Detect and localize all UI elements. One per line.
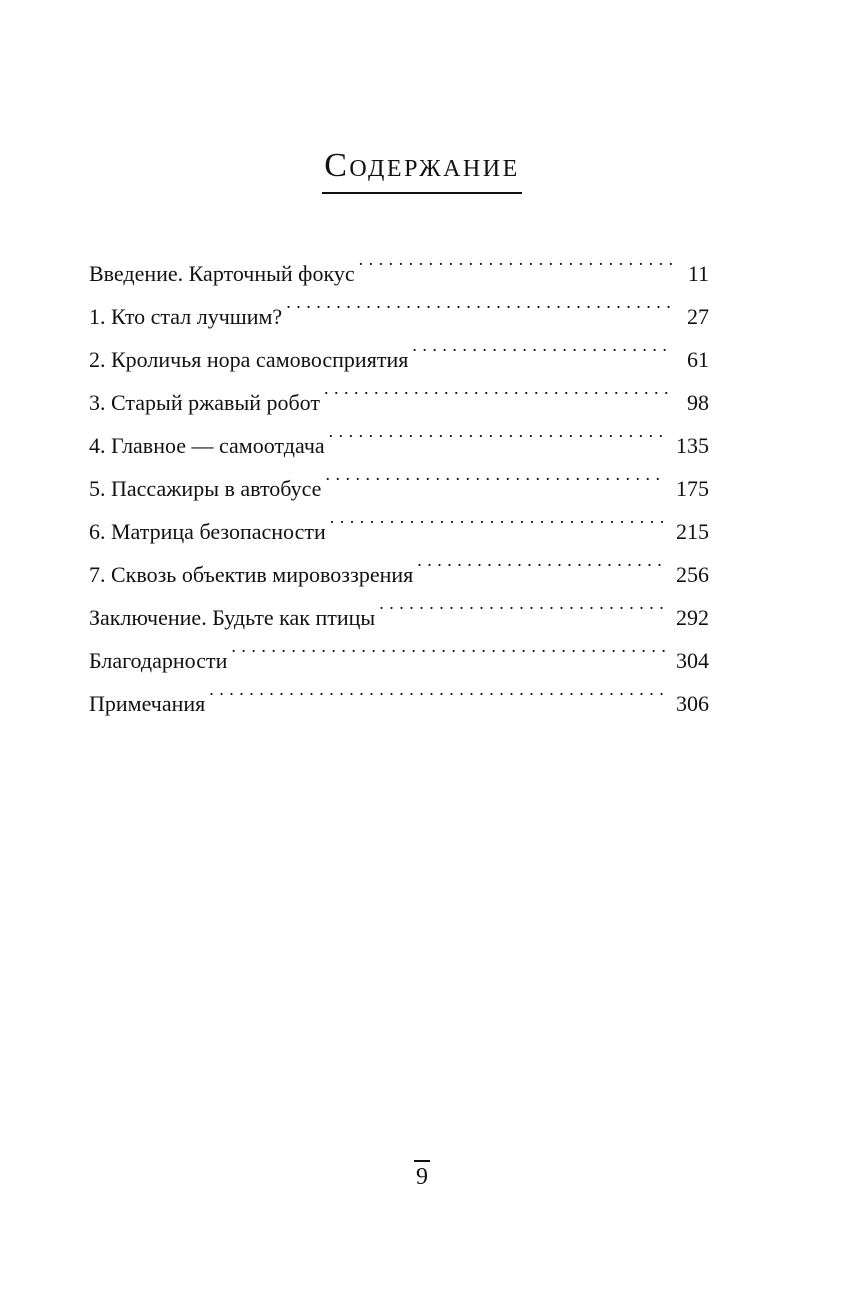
contents-title: Содержание bbox=[322, 146, 522, 194]
toc-entry-page: 98 bbox=[687, 390, 709, 415]
toc-entry-page: 61 bbox=[687, 347, 709, 372]
toc-entry-page: 175 bbox=[676, 476, 709, 501]
dot-leader bbox=[417, 539, 666, 582]
toc-entry-title: 7. Сквозь объектив мировоззрения bbox=[89, 562, 414, 587]
toc-entry-page: 27 bbox=[687, 304, 709, 329]
toc-entry-title: 5. Пассажиры в автобусе bbox=[89, 476, 322, 501]
dot-leader bbox=[330, 496, 666, 539]
dot-leader bbox=[325, 453, 666, 496]
title-container bbox=[0, 146, 844, 194]
toc-entry bbox=[89, 238, 709, 286]
toc-entry-page: 215 bbox=[676, 519, 709, 544]
page-number: 9 bbox=[414, 1160, 430, 1190]
dot-leader bbox=[359, 238, 673, 281]
dot-leader bbox=[329, 410, 666, 453]
toc-entry-page: 135 bbox=[676, 433, 709, 458]
dot-leader bbox=[209, 668, 666, 711]
dot-leader bbox=[324, 367, 673, 410]
dot-leader bbox=[412, 324, 673, 367]
toc-entry-page: 11 bbox=[687, 261, 709, 286]
table-of-contents bbox=[89, 238, 709, 716]
dot-leader bbox=[231, 625, 666, 668]
page-number-container bbox=[0, 1160, 844, 1190]
toc-entry-title: Заключение. Будьте как птицы bbox=[89, 605, 376, 630]
dot-leader bbox=[286, 281, 673, 324]
toc-entry-title: 1. Кто стал лучшим? bbox=[89, 304, 283, 329]
toc-entry-title: 3. Старый ржавый робот bbox=[89, 390, 321, 415]
toc-entry-title: 4. Главное — самоотдача bbox=[89, 433, 325, 458]
toc-entry-title: Введение. Карточный фокус bbox=[89, 261, 355, 286]
toc-entry-page: 256 bbox=[676, 562, 709, 587]
toc-entry-page: 292 bbox=[676, 605, 709, 630]
dot-leader bbox=[379, 582, 666, 625]
toc-entry-title: 6. Матрица безопасности bbox=[89, 519, 326, 544]
toc-entry-page: 306 bbox=[676, 691, 709, 716]
toc-entry-title: Благодарности bbox=[89, 648, 228, 673]
toc-entry-page: 304 bbox=[676, 648, 709, 673]
toc-entry-title: Примечания bbox=[89, 691, 206, 716]
toc-entry-title: 2. Кроличья нора самовосприятия bbox=[89, 347, 409, 372]
